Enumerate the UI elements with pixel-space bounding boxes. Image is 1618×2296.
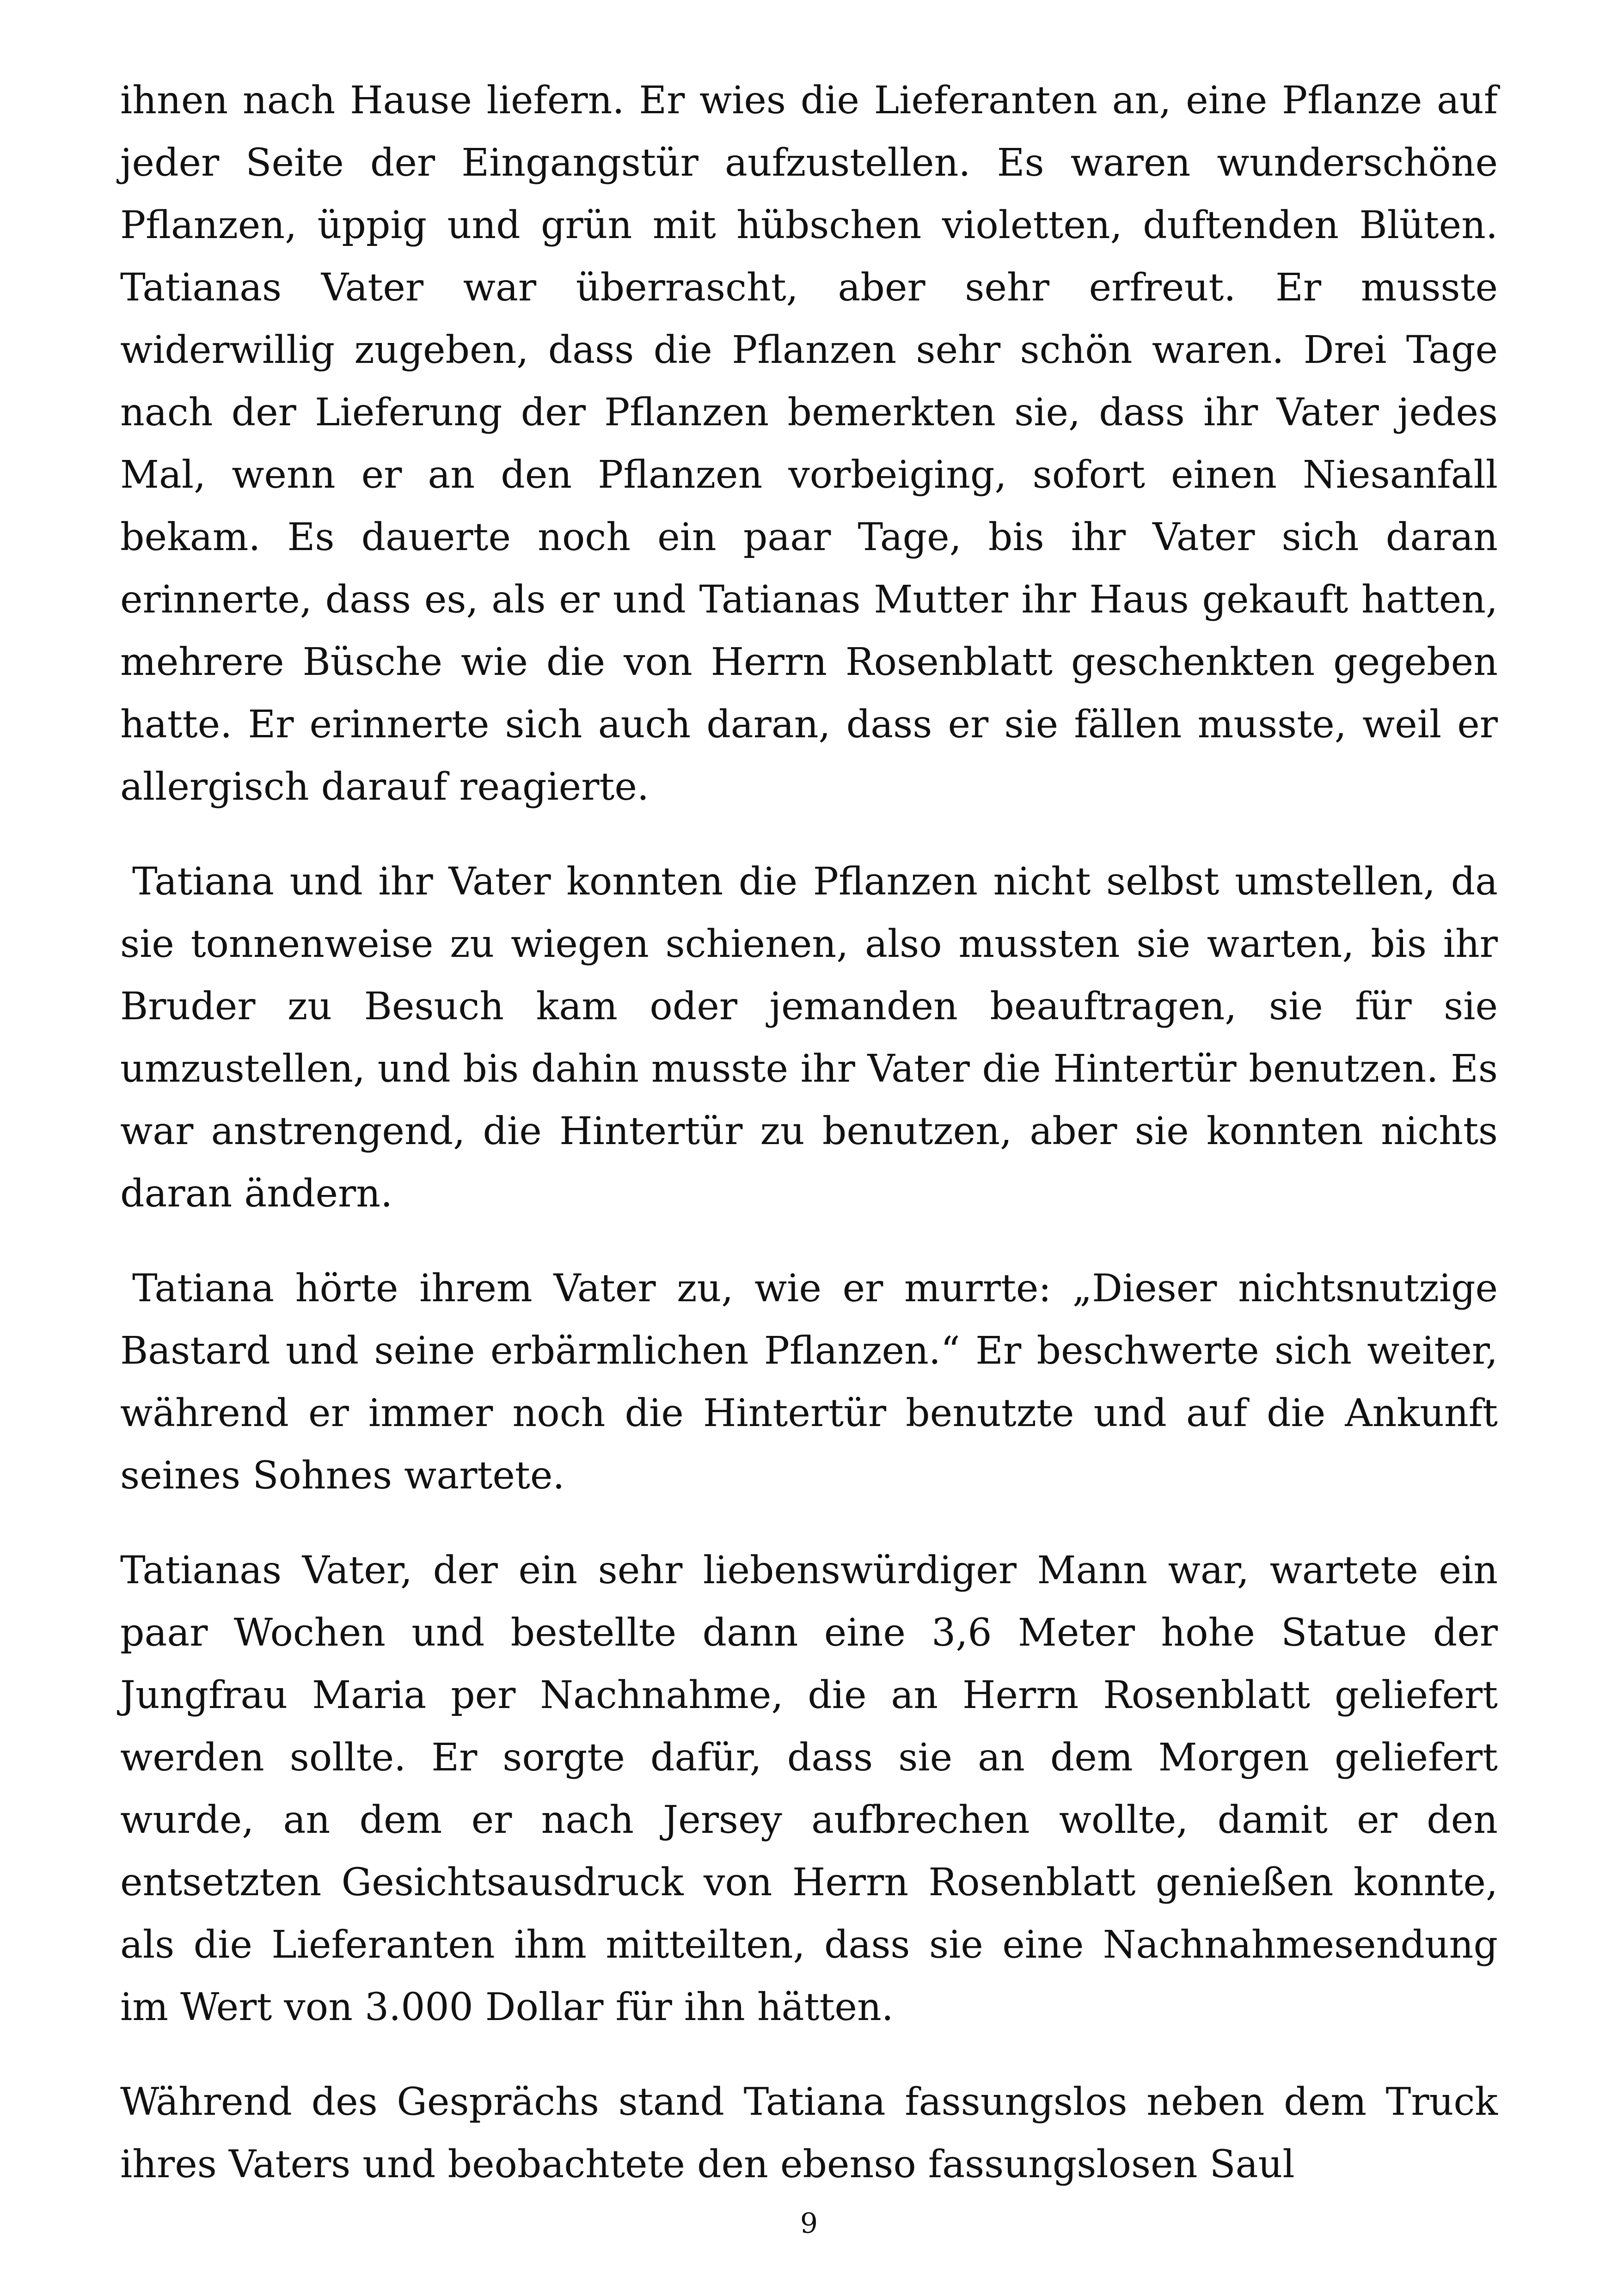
paragraph-2: Tatiana und ihr Vater konnten die Pflanzen nicht selbst umstellen, da sie tonnenweise zu wiegen schienen, also mussten sie warten, bis ihr Bruder zu Besuch kam oder jemanden beauftragen, sie für sie umzustellen, und bis dahin musste ihr Vater die Hintertür benutzen. Es war anstrengend, die Hintertür zu benutzen, aber sie konnten nichts daran ändern. [120,860,1498,1216]
paragraph-1: ihnen nach Hause liefern. Er wies die Lieferanten an, eine Pflanze auf jeder Seite der Eingangstür aufzustellen. Es waren wunderschöne Pflanzen, üppig und grün mit hübschen violetten, duftenden Blüten. Tatianas Vater war überrascht, aber sehr erfreut. Er musste widerwillig zugeben, dass die Pflanzen sehr schön waren. Drei Tage nach der Lieferung der Pflanzen bemerkten sie, dass ihr Vater jedes Mal, wenn er an den Pflanzen vorbeiging, sofort einen Niesanfall bekam. Es dauerte noch ein paar Tage, bis ihr Vater sich daran erinnerte, dass es, als er und Tatianas Mutter ihr Haus gekauft hatten, mehrere Büsche wie die von Herrn Rosenblatt geschenkten gegeben hatte. Er erinnerte sich auch daran, dass er sie fällen musste, weil er allergisch darauf reagierte. [120,79,1498,809]
paragraph-3: Tatiana hörte ihrem Vater zu, wie er murrte: „Dieser nichtsnutzige Bastard und seine erbärmlichen Pflanzen.“ Er beschwerte sich weiter, während er immer noch die Hintertür benutzte und auf die Ankunft seines Sohnes wartete. [120,1267,1498,1498]
paragraph-5: Während des Gesprächs stand Tatiana fassungslos neben dem Truck ihres Vaters und beobachtete den ebenso fassungslosen Saul [120,2080,1498,2186]
body-text [120,69,1498,2228]
page-number: 9 [800,2207,818,2240]
paragraph-4: Tatianas Vater, der ein sehr liebenswürdiger Mann war, wartete ein paar Wochen und bestellte dann eine 3,6 Meter hohe Statue der Jungfrau Maria per Nachnahme, die an Herrn Rosenblatt geliefert werden sollte. Er sorgte dafür, dass sie an dem Morgen geliefert wurde, an dem er nach Jersey aufbrechen wollte, damit er den entsetzten Gesichtsausdruck von Herrn Rosenblatt genießen konnte, als die Lieferanten ihm mitteilten, dass sie eine Nachnahmesendung im Wert von 3.000 Dollar für ihn hätten. [120,1549,1498,2029]
